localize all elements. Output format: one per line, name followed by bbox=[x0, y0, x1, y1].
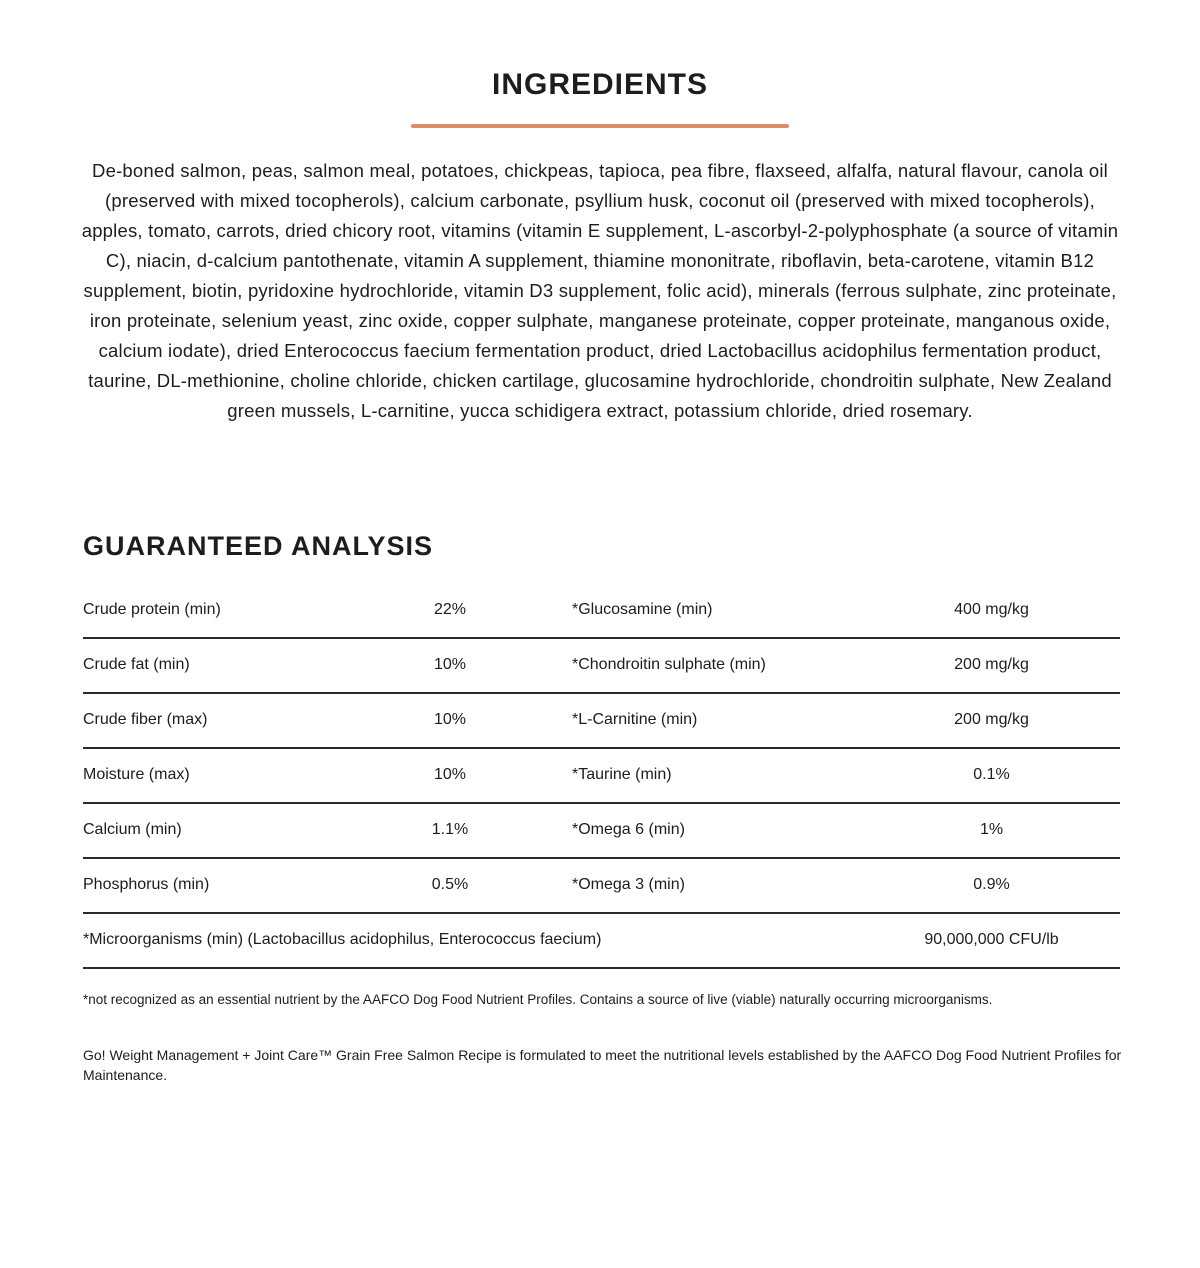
nutrient-label: Calcium (min) bbox=[83, 821, 182, 839]
ingredients-text: De-boned salmon, peas, salmon meal, potatoes, chickpeas, tapioca, pea fibre, flaxseed, alfalfa, natural flavour, canola oil (preserved with mixed tocopherols), calcium carbonate, psyllium husk, coconut oil (preserved with mixed tocopherols), apples, tomato, carrots, dried chicory root, vitamins (vitamin E supplement, L-ascorbyl-2-polyphosphate (a source of vitamin C), niacin, d-calcium pantothenate, vitamin A supplement, thiamine mononitrate, riboflavin, beta-carotene, vitamin B12 supplement, biotin, pyridoxine hydrochloride, vitamin D3 supplement, folic acid), minerals (ferrous sulphate, zinc proteinate, iron proteinate, selenium yeast, zinc oxide, copper sulphate, manganese proteinate, copper proteinate, manganous oxide, calcium iodate), dried Enterococcus faecium fermentation product, dried Lactobacillus acidophilus fermentation product, taurine, DL-methionine, choline chloride, chicken cartilage, glucosamine hydrochloride, chondroitin sulphate, New Zealand green mussels, L-carnitine, yucca schidigera extract, potassium chloride, dried rosemary. bbox=[81, 159, 1119, 421]
aafco-statement: Go! Weight Management + Joint Care™ Grain Free Salmon Recipe is formulated to meet the nutritional levels established by the AAFCO Dog Food Nutrient Profiles for Maintenance. bbox=[83, 1046, 1122, 1083]
ingredients-title: INGREDIENTS bbox=[491, 68, 709, 101]
nutrition-label-page bbox=[0, 68, 1200, 1268]
analysis-row bbox=[83, 804, 1120, 859]
guaranteed-analysis-title: GUARANTEED ANALYSIS bbox=[83, 530, 434, 561]
nutrient-label: *Omega 6 (min) bbox=[572, 821, 685, 839]
nutrient-value: 0.9% bbox=[973, 876, 1010, 894]
nutrient-value: 10% bbox=[433, 656, 467, 674]
analysis-row bbox=[83, 639, 1120, 694]
nutrient-value: 1% bbox=[979, 821, 1004, 839]
nutrient-label: *Microorganisms (min) (Lactobacillus acidophilus, Enterococcus faecium) bbox=[83, 931, 602, 949]
aafco-footnote: *not recognized as an essential nutrient by the AAFCO Dog Food Nutrient Profiles. Contains a source of live (viable) naturally occurring microorganisms. bbox=[83, 991, 993, 1007]
guaranteed-analysis-table bbox=[83, 584, 1120, 969]
analysis-row bbox=[83, 749, 1120, 804]
nutrient-label: Moisture (max) bbox=[83, 766, 190, 784]
title-underline-divider bbox=[411, 124, 789, 128]
nutrient-value: 200 mg/kg bbox=[954, 656, 1029, 674]
analysis-row bbox=[83, 859, 1120, 914]
nutrient-label: Crude fat (min) bbox=[83, 656, 190, 674]
analysis-row bbox=[83, 694, 1120, 749]
nutrient-label: Phosphorus (min) bbox=[83, 876, 210, 894]
nutrient-value: 90,000,000 CFU/lb bbox=[924, 931, 1059, 949]
nutrient-value: 400 mg/kg bbox=[954, 601, 1029, 619]
analysis-row-microorganisms bbox=[83, 914, 1120, 969]
nutrient-value: 10% bbox=[433, 711, 467, 729]
nutrient-label: *Omega 3 (min) bbox=[572, 876, 685, 894]
nutrient-value: 1.1% bbox=[431, 821, 469, 839]
nutrient-value: 0.1% bbox=[973, 766, 1010, 784]
analysis-row bbox=[83, 584, 1120, 639]
nutrient-label: *L-Carnitine (min) bbox=[572, 711, 698, 729]
nutrient-value: 0.5% bbox=[431, 876, 469, 894]
nutrient-label: *Chondroitin sulphate (min) bbox=[572, 656, 766, 674]
nutrient-label: Crude protein (min) bbox=[83, 601, 221, 619]
nutrient-value: 22% bbox=[433, 601, 467, 619]
nutrient-value: 200 mg/kg bbox=[954, 711, 1029, 729]
nutrient-label: *Taurine (min) bbox=[572, 766, 672, 784]
nutrient-label: *Glucosamine (min) bbox=[572, 601, 713, 619]
nutrient-value: 10% bbox=[433, 766, 467, 784]
nutrient-label: Crude fiber (max) bbox=[83, 711, 208, 729]
